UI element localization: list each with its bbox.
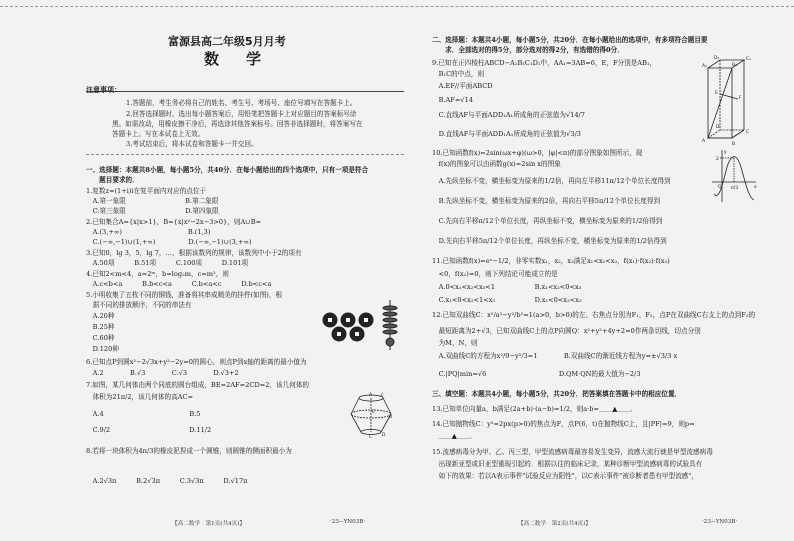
q10-option-b: B.先纵坐标不变，横坐标变为原来的2倍，再向右平移5π/12个单位长度得到 <box>432 197 661 205</box>
q2-stem: 2.已知集合A={x|x>1}，B={x|x²−2x−3>0}，则A∪B= <box>86 218 262 226</box>
fig9-label-d: D <box>716 125 720 130</box>
q6-options: A.2 B.√3 C.√3 D.√3+2 <box>86 369 239 377</box>
q5-option-a: A.20种 <box>86 312 115 320</box>
q3-stem: 3.已知0，lg 3，5，lg 7，…，根据该数列的规律，该数列中小于2的项有 <box>86 249 302 257</box>
fig9-label-a1: A₁ <box>702 64 707 69</box>
fig9-label-e: E <box>715 91 718 96</box>
fig7-label-b: B <box>389 415 393 420</box>
fig9-label-d1: D₁ <box>714 56 720 61</box>
q1-options-cd: C.第三象限 D.第四象限 <box>86 207 219 215</box>
q12-options-ab: A.双曲线C的方程为x²/9−y²/3=1 B.双曲线C的渐近线方程为y=±√3/3 x <box>432 352 678 360</box>
q4-options: A.c<b<a B.b<c<a C.b<a<c D.b<c<a <box>86 280 272 288</box>
q9-stem-cont: B₁C的中点，则 <box>432 70 485 78</box>
q10-stem: 10.已知函数f(x)=2sin(ωx+φ)(ω>0，|φ|<π)的部分图象如图所示，现 <box>432 149 643 157</box>
section1-heading: 一、选择题：本题共8小题，每小题5分，共40分．在每小题给出的四个选项中，只有一项是符合 <box>86 166 369 174</box>
exam-title: 富源县高二年级5月月考 <box>168 35 286 48</box>
q6-stem: 6.已知点P到圆x²−2√3x+y²−2y=0的圆心，则点P到x轴的距离的最小值为 <box>86 358 307 366</box>
q7-options-ab: A.4 B.5 <box>86 410 201 418</box>
q9-option-c: C.直线AF与平面ADD₁A₁所成角的正弦值为√14/7 <box>432 111 585 119</box>
sine-graph-figure <box>710 148 758 204</box>
notice-heading: 注意事项： <box>86 85 121 94</box>
notice-line-1: 1.答题前，考生务必将自己的姓名、考生号、考场号、座位号填写在答题卡上。 <box>126 99 357 107</box>
q9-stem: 9.已知在正四棱柱ABCD−A₁B₁C₁D₁中，AA₁=3AB=6，E，F分别是AB₁， <box>432 59 657 67</box>
q8-stem: 8.若将一块体积为4π/3的橡皮泥捏成一个圆锥，则圆锥的侧面积最小为 <box>86 447 292 455</box>
right-page-number: 【高二数学 第2页(共4页)】 <box>518 521 592 527</box>
left-page-code: ·23−YN03B· <box>330 519 366 525</box>
notice-line-2: 2.回答选择题时，选出每小题答案后，用铅笔把答题卡上对应题目的答案标号涂 <box>126 110 357 118</box>
notice-line-5: 3.考试结束后，将本试卷和答题卡一并交回。 <box>126 140 258 148</box>
q8-options: A.2√3π B.2√3π C.3√3π D.√17π <box>86 477 248 485</box>
q7-stem-cont: 体积为21π/2，该几何体的高AC= <box>86 393 194 401</box>
fig9-label-b1: B₁ <box>732 63 737 68</box>
q10-stem-cont: f(x)的图象可以由函数g(x)=2sin x的图象 <box>432 160 561 168</box>
q9-option-d: D.直线AF与平面ADD₁A₁所成角的正弦值为√3/3 <box>432 130 581 138</box>
fig10-label-o: O <box>718 185 722 190</box>
q12-stem-cont: 最短距离为2+√3，已知双曲线C上的点P向圆Q：x²+y²+4y+2=0作两条切线，切点分别 <box>432 327 701 335</box>
fig10-label-pi3: π/3 <box>731 186 739 191</box>
left-page-number: 【高二数学 第1页(共4页)】 <box>172 521 246 527</box>
q15-stem-cont2: 如下的效果：若以A表示事件"试验反应为阳性"，以C表示事件"被诊断者患有甲型流感"， <box>432 472 698 480</box>
q2-options-cd: C.(−∞,−1)∪(1,+∞) D.(−∞,−1)∪(3,+∞) <box>86 238 252 246</box>
q12-stem-cont2: 为M，N，则 <box>432 339 478 347</box>
q15-stem: 15.流感病毒分为甲、乙、丙三型，甲型流感病毒最容易发生变异，流感大流行就是甲型流感病毒 <box>432 448 713 456</box>
header-rule <box>86 91 404 92</box>
q14-blank: ＿＿▲＿＿． <box>432 432 477 440</box>
q10-option-a: A.先纵坐标不变，横坐标变为原来的1/2倍，再向左平移11π/12个单位长度得到 <box>432 177 671 185</box>
q12-stem: 12.已知双曲线C：x²/a²−y²/b²=1(a>0，b>0)的左、右焦点分别为F₁，F₂，点P在双曲线C右支上的点到F₂的 <box>432 311 756 319</box>
section2-heading-cont: 求．全部选对的得5分，部分选对的得2分，有选错的得0分． <box>432 46 624 54</box>
notice-line-3: 黑。如需改动，用橡皮擦干净后，再选涂其他答案标号。回答非选择题时，将答案写在 <box>112 120 363 128</box>
fig7-label-a: A <box>369 393 373 398</box>
fig7-label-c: C <box>369 435 373 438</box>
q3-options: A.50项 B.51项 C.100项 D.101项 <box>86 259 249 267</box>
q14-stem: 14.已知抛物线C：y²=2px(p>0)的焦点为F，点P(6，t)在抛物线C上，且|PF|=9，则p= <box>432 420 695 428</box>
subject-title: 数 学 <box>204 50 268 68</box>
q12-options-cd: C.|PQ|min=√6 D.QM·QN的最大值为−2/3 <box>432 370 641 378</box>
left-page <box>86 0 404 541</box>
fig10-label-x: x <box>754 185 757 190</box>
q1-stem: 1.复数z=(1+i)i在复平面内对应的点位于 <box>86 187 207 195</box>
q5-option-b: B.25种 <box>86 323 115 331</box>
q5-option-c: C.60种 <box>86 334 115 342</box>
q5-option-d: D.120种 <box>86 345 119 353</box>
q7-options-cd: C.9/2 D.11/2 <box>86 426 212 434</box>
fig7-label-f: F <box>381 394 384 399</box>
q9-option-b: B.AF=√14 <box>432 96 473 104</box>
q11-stem: 11.已知函数f(x)=eˣ−1/2，非零实数x₁，x₂，x₃满足x₁<x₂<x₃，f(x₁)·f(x₂)·f(x₃) <box>432 257 670 265</box>
section3-heading: 三、填空题：本题共4小题，每小题5分，共20分．把答案填在答题卡中的相应位置． <box>432 390 682 398</box>
q5-stem: 5.小明收集了五枚不同的铜钱，准备将其串成精美的挂件(如图)，根 <box>86 291 283 299</box>
fig10-label-y: y <box>724 150 727 155</box>
q1-options-ab: A.第一象限 B.第二象限 <box>86 197 219 205</box>
q15-stem-cont: 出现新亚型或旧亚型重现引起的．根据以往的临床记录，某种诊断甲型流感病毒的试验具有 <box>432 460 703 468</box>
q10-option-d: D.先向右平移5π/12个单位长度，再纵坐标不变，横坐标变为原来的1/2倍得到 <box>432 237 667 245</box>
section2-heading: 二、选择题：本题共4小题，每小题5分，共20分．在每小题给出的选项中，有多项符合题目要 <box>432 36 708 44</box>
q4-stem: 4.已知2<m<4，a=2ᵐ，b=log₂m，c=m²，则 <box>86 270 229 278</box>
section1-heading-cont: 题目要求的． <box>86 176 139 184</box>
notice-line-4: 答题卡上。写在本试卷上无效。 <box>112 130 205 138</box>
fig7-label-e: E <box>372 410 375 415</box>
q11-options-ab: A.0<x₁<x₂<x₃<1 B.x₁<x₂<0<x₃ <box>432 283 582 291</box>
coins-figure <box>318 298 404 352</box>
fig9-label-c1: C₁ <box>746 57 751 62</box>
q11-options-cd: C.x₁<0<x₂<1<x₃ D.x₁<0<x₂<x₃ <box>432 296 582 304</box>
q5-stem-cont: 据不同的排放顺序，不同的串法有 <box>86 301 192 309</box>
q11-stem-cont: <0，f(x₂)=0，则下列结论可能成立的是 <box>432 270 558 278</box>
q7-stem: 7.如图，某几何体由两个同底的圆台组成，BE=2AF=2CD=2，该几何体的 <box>86 381 310 389</box>
q13-stem: 13.已知单位向量a，b满足(2a+b)·(a−b)=1/2，则a·b=＿＿▲＿＿． <box>432 405 638 413</box>
right-page-code: ·23−YN03B· <box>702 519 738 525</box>
notice-divider <box>86 154 404 155</box>
fig9-label-c: C <box>746 130 750 135</box>
fig10-label-2: 2 <box>716 157 719 162</box>
fig9-label-f: F <box>739 96 742 101</box>
fig7-label-d: D <box>382 433 386 438</box>
q9-option-a: A.EF//平面ABCD <box>432 82 493 90</box>
q10-option-c: C.先向右平移π/12个单位长度，再纵坐标不变，横坐标变为原来的1/2倍得到 <box>432 217 663 225</box>
right-page <box>432 0 762 541</box>
fig9-label-b: B <box>732 142 736 146</box>
q2-options-ab: A.(3,+∞) B.(1,3) <box>86 228 211 236</box>
fig9-label-a: A <box>702 139 706 144</box>
frustum-figure <box>348 392 394 438</box>
prism-figure <box>702 54 758 146</box>
